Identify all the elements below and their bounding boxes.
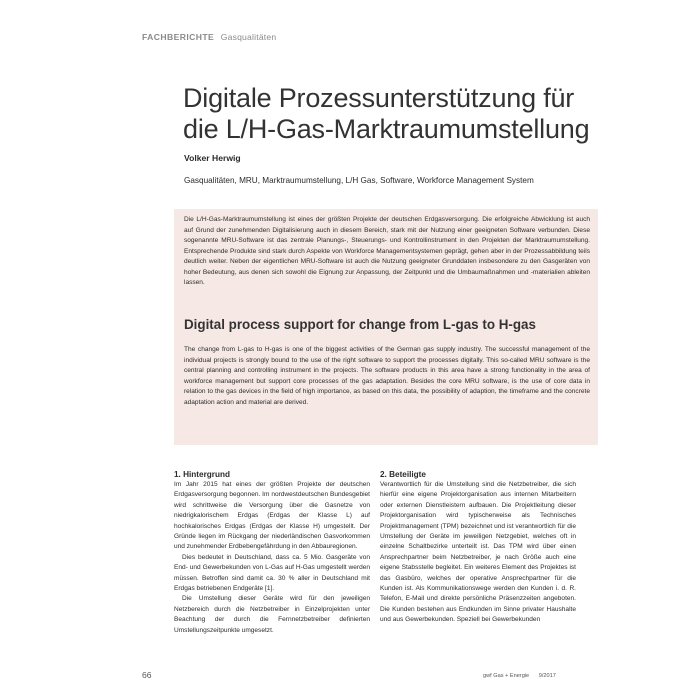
journal-issue: 9/2017: [538, 673, 556, 679]
section-label: FACHBERICHTE: [142, 32, 215, 42]
subsection-label: Gasqualitäten: [220, 32, 277, 42]
journal-footer: [483, 673, 556, 679]
paragraph: Im Jahr 2015 hat eines der größten Projekte der deutschen Erdgasversorgung begonnen. Im nordwestdeutschen Bundesgebiet wird schrittweise die Versorgung über die Gasnetze von niedrigkalorischem Erdgas (Erdgas der Klasse L) auf hochkalorisches Erdgas (Erdgas der Klasse H) umgestellt. Der Gründe liegen im Rückgang der niederländischen Gasvorkommen und zunehmender Erdbebengefährdung in den Abbauregionen.: [174, 481, 370, 551]
journal-name: gwf Gas + Energie: [483, 673, 530, 679]
page-number: 66: [142, 670, 152, 680]
author-name: Volker Herwig: [184, 153, 241, 163]
section-heading: 1. Hintergrund: [174, 470, 230, 479]
column-left: [174, 469, 370, 636]
abstract-german: Die L/H-Gas-Marktraumumstellung ist eines der größten Projekte der deutschen Erdgasversorgung. Die erfolgreiche Abwicklung ist auch auf Grund der zunehmenden Digitalisierung auch in diesem Bereich, stark mit der Nutzung einer geeigneten Software verbunden. Diese sogenannte MRU-Software ist das zentrale Planungs-, Steuerungs- und Kontrollinstrument in den Projekten der Marktraumumstellung. Entsprechende Produkte sind stark durch Aspekte von Workforce Managementsystemen geprägt, gehen aber in der Prozessabbildung teils deutlich weiter. Neben der eigentlichen MRU-Software ist auch die Nutzung geeigneter Grunddaten insbesondere zu den Gasgeräten von hoher Bedeutung, aus denen sich sowohl die Eignung zur Anpassung, der Zeitpunkt und die Umbaumaßnahmen und -materialien ableiten lassen.: [184, 216, 590, 286]
english-title: Digital process support for change from L-gas to H-gas: [184, 317, 536, 332]
paragraph: Dies bedeutet in Deutschland, dass ca. 5 Mio. Gasgeräte von End- und Gewerbekunden von L-Gas auf H-Gas umgestellt werden müssen. Betroffen sind damit ca. 30 % aller in Deutschland mit Erdgas betriebenen Endgeräte [1].: [174, 553, 370, 593]
paragraph: Die Umstellung dieser Geräte wird für den jeweiligen Netzbereich durch die Netzbetreiber in Einzelprojekten unter Beachtung der durch die Fernnetzbetreiber definierten Umstellungszeitpunkte umgesetzt.: [174, 595, 370, 634]
section-heading: 2. Beteiligte: [380, 470, 426, 479]
article-title: Digitale Prozessunterstützung für die L/H-Gas-Marktraumumstellung: [183, 83, 590, 144]
abstract-english: The change from L-gas to H-gas is one of the biggest activities of the German gas supply industry. The successful management of the individual projects is strongly bound to the use of the right software to support the processes digitally. This so-called MRU software is the central planning and controlling instrument in the projects. The software products in this area have a strong functionality in the area of workforce management but support core processes of the gas adaptation. Besides the core MRU software, is the use of core data in relation to the gas devices in the field of high importance, as based on this data, the possibility of adaption, the timeframe and the concrete adaptation action and material are derived.: [184, 346, 590, 406]
keywords: Gasqualitäten, MRU, Marktraumumstellung, L/H Gas, Software, Workforce Management System: [184, 176, 534, 185]
running-head: [142, 32, 276, 42]
paragraph: Verantwortlich für die Umstellung sind die Netzbetreiber, die sich hierfür eine eigene Projektorganisation aus internen Mitarbeitern oder externen Dienstleistern aufbauen. Die Projektleitung dieser Projektorganisation wird typischerweise als Technisches Projektmanagement (TPM) bezeichnet und ist verantwortlich für die Umstellung der Geräte im jeweiligen Netzgebiet, welches oft in einzelne Schaltbezirke unterteilt ist. Das TPM wird über einen Ansprechpartner beim Netzbetreiber, je nach Größe auch eine eigene Stabsstelle begleitet. Ein weiteres Element des Projektes ist das Gasbüro, welches der operative Ansprechpartner für die Kunden ist. Als Kommunikationswege werden den Kunden i. d. R. Telefon, E-Mail und direkte persönliche Präsenzzeiten angeboten. Die Kunden bestehen aus Endkunden im Sinne privater Haushalte und aus Gewerbekunden. Speziell bei Gewerbekunden: [380, 481, 576, 624]
column-right: [380, 469, 576, 626]
